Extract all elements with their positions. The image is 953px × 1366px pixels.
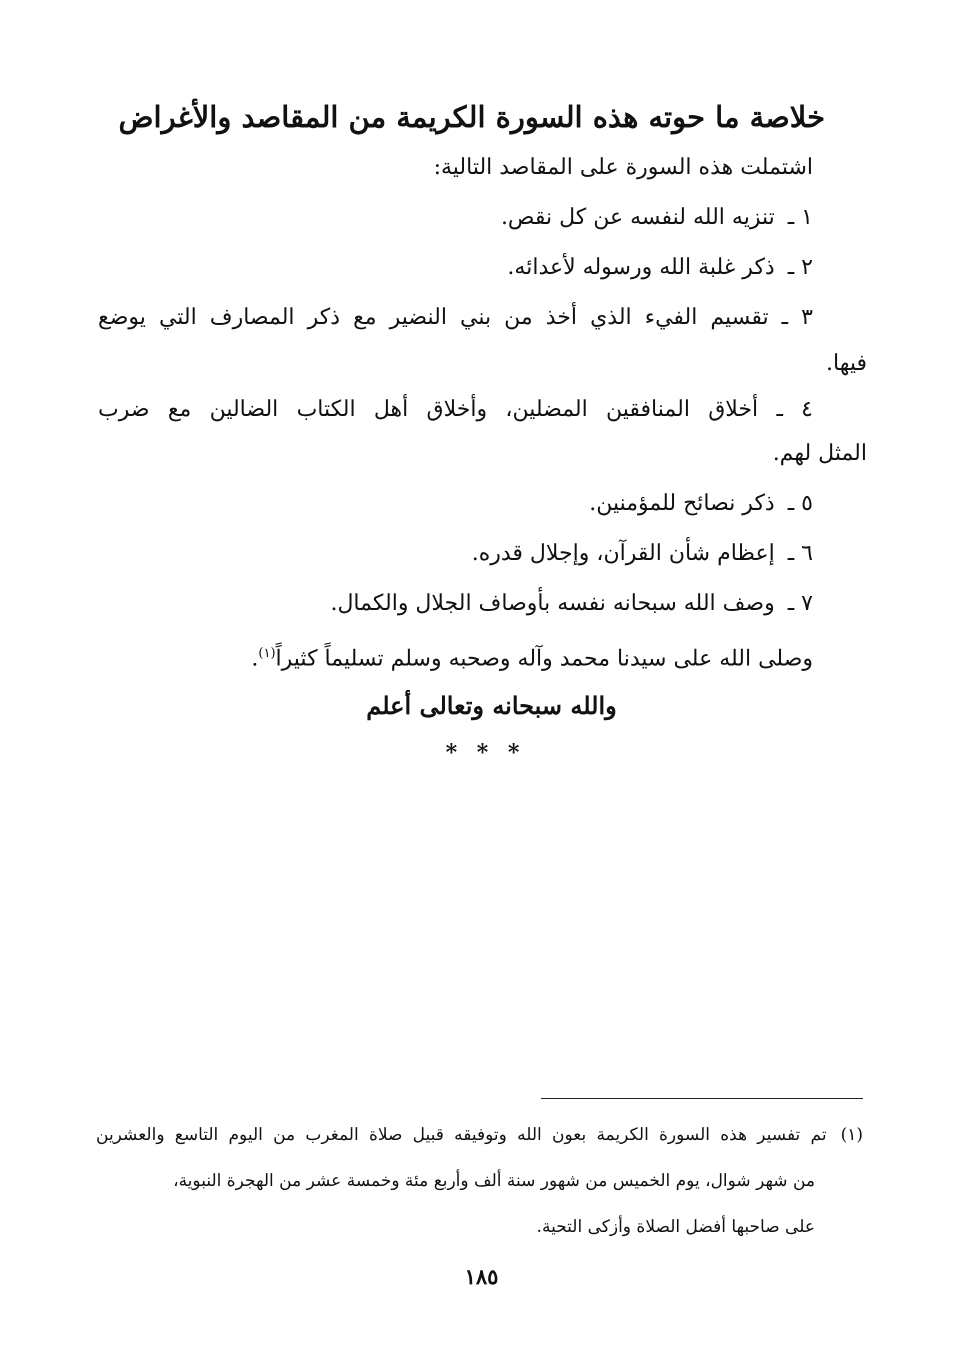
- item-text: ذكر نصائح للمؤمنين.: [589, 491, 775, 516]
- list-item: [501, 200, 813, 236]
- footnote-line: من شهر شوال، يوم الخميس من شهور سنة ألف وأربع مئة وخمسة عشر من الهجرة النبوية،: [173, 1171, 815, 1191]
- item-continuation: فيها.: [826, 351, 867, 376]
- footnote-line: على صاحبها أفضل الصلاة وأزكى التحية.: [536, 1217, 815, 1237]
- final-line: والله سبحانه وتعالى أعلم: [366, 691, 617, 720]
- item-text: إعظام شأن القرآن، وإجلال قدره.: [471, 541, 775, 566]
- footnote-line-text: تم تفسير هذه السورة الكريمة بعون الله وتوفيقه قبيل صلاة المغرب من اليوم التاسع والعشرين: [96, 1125, 827, 1145]
- item-text: أخلاق المنافقين المضلين، وأخلاق أهل الكتاب الضالين مع ضرب: [98, 397, 759, 422]
- footnote-marker: (١): [840, 1125, 863, 1145]
- page-number: ١٨٥: [464, 1264, 499, 1289]
- list-item: [98, 300, 813, 336]
- item-continuation: المثل لهم.: [772, 441, 867, 466]
- item-text: ذكر غلبة الله ورسوله لأعدائه.: [507, 255, 775, 280]
- item-text: وصف الله سبحانه نفسه بأوصاف الجلال والكمال.: [330, 591, 775, 616]
- item-number: ٤ ـ: [776, 397, 813, 422]
- item-number: ٧ ـ: [787, 591, 813, 616]
- item-number: ٣ ـ: [781, 305, 813, 330]
- section-separator: * * *: [445, 740, 526, 766]
- closing-prayer: [251, 636, 813, 677]
- item-number: ٢ ـ: [787, 255, 813, 280]
- intro-text: اشتملت هذه السورة على المقاصد التالية:: [433, 155, 813, 180]
- item-text: تقسيم الفيء الذي أخذ من بني النضير مع ذكر المصارف التي يوضع: [98, 305, 769, 330]
- item-number: ٥ ـ: [787, 491, 813, 516]
- list-item: [472, 536, 813, 572]
- item-text: تنزيه الله لنفسه عن كل نقص.: [500, 205, 775, 230]
- footnote-line: [96, 1112, 863, 1158]
- item-number: ٦ ـ: [787, 541, 813, 566]
- item-number: ١ ـ: [787, 205, 813, 230]
- footnote-reference: (١): [258, 646, 276, 661]
- list-item: [98, 392, 813, 428]
- section-title: خلاصة ما حوته هذه السورة الكريمة من المقاصد والأغراض: [118, 100, 825, 134]
- footnote-divider: [541, 1098, 863, 1099]
- list-item: [330, 586, 813, 622]
- list-item: [589, 486, 813, 522]
- list-item: [507, 250, 813, 286]
- closing-period: .: [251, 646, 259, 672]
- closing-text: وصلى الله على سيدنا محمد وآله وصحبه وسلم تسليماً كثيراً: [275, 646, 813, 672]
- footnote: [96, 1112, 863, 1250]
